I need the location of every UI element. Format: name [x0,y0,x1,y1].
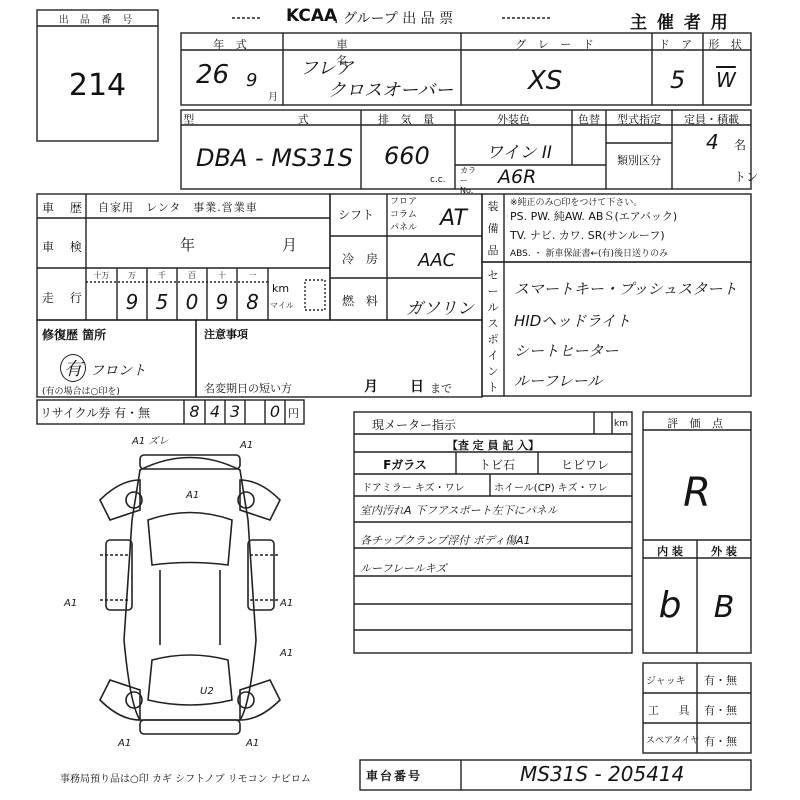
damage-mark: A1 [240,440,254,451]
type-value: DBA - MS31S [196,144,353,172]
recycle-label: リサイクル券 有・無 [40,406,151,420]
mirror-label: ドアミラー キズ・ワレ [362,483,465,494]
car-name-label: 車 名 [336,38,408,67]
caution-label: 注意事項 [204,328,248,341]
repair-note-value: フロント [90,363,146,379]
damage-mark: U2 [200,686,214,697]
recycle-digit: 8 [189,402,200,421]
organizer-label: 主 催 者 用 [630,13,730,33]
year-value: 26 [196,60,230,90]
car-name-line1: フレア [300,58,354,79]
damage-mark: A1 [280,598,294,609]
sales-point: ルーフレール [514,372,603,390]
repaint-label: 色替 [578,113,600,126]
ton-unit: トン [734,170,759,184]
category-label: 類別区分 [617,154,661,167]
form-title: . グループ 出 品 票 [334,11,454,27]
chassis-label: 車台番号 [366,769,423,783]
chassis-value: MS31S - 205414 [520,762,685,786]
jack-value: 有・無 [704,674,737,687]
wheel-label: ホイール(CP) キズ・ワレ [494,483,608,494]
door-label: ド ア [658,38,697,51]
inspector-note: 各チップクランプ浮付 ボディ傷A1 [360,534,531,547]
damage-mark: A1 [118,738,132,749]
capacity-unit: 名 [734,138,747,152]
type-label: 型 式 [183,113,359,126]
inspector-note: ルーフレールキズ [360,562,447,575]
equipment-line: ABS. ・ 新車保証書←(有)後日送りのみ [510,249,669,259]
history-label: 車 歴 [42,201,88,215]
year-label: 年 式 [213,38,251,51]
digit-label: 万 [128,271,136,280]
fuel-value: ガソリン [406,299,474,319]
mileage-label: 走 行 [42,291,88,305]
rename-until: まで [430,382,452,395]
color-label: 外装色 [497,113,530,126]
interior-grade: b [658,585,682,626]
ac-label: 冷 房 [342,252,382,266]
shift-value: AT [440,206,467,231]
color-number-value: A6R [498,166,537,188]
sales-point: HIDヘッドライト [514,312,631,330]
glass-option: ヒビワレ [560,458,609,472]
shift-label: シフト [338,208,375,222]
repair-value: 有 [60,354,86,382]
shift-option: パネル [390,223,418,233]
inspector-title: 【査 定 員 記 入】 [446,439,540,452]
grade-score-label: 評 価 点 [667,417,727,430]
digit-label: 十万 [93,271,110,280]
lot-number: 214 [68,68,127,103]
type-designation-label: 型式指定 [617,113,661,126]
equipment-label: 装 備 品 [487,200,499,257]
kcaa-logo: KCAA [286,6,338,26]
shape-value: $\overline{W}$ [716,68,736,92]
sales-point: シートヒーター [514,342,619,360]
damage-mark: A1 [280,648,294,659]
capacity-label: 定員・積載 [684,113,739,126]
month-value: 9 [246,70,258,91]
shift-option: コラム [390,210,417,220]
office-note: 事務局預り品は○印 カギ シフトノブ リモコン ナビロム [60,774,311,785]
tools-label: 工 具 [648,704,698,717]
color-value: ワイン II [486,143,552,163]
door-value: 5 [670,66,686,94]
fuel-label: 燃 料 [342,294,382,308]
mileage-digit: 0 [185,290,199,314]
damage-mark: A1 [186,490,200,501]
inspector-note: 室内汚れA 下フアスポート左下にパネル [360,504,558,517]
shape-label: 形 状 [708,38,746,51]
ac-value: AAC [418,250,456,271]
grade-label: グ レ ー ド [515,38,598,51]
spare-label: スペアタイヤ [646,736,700,746]
inspection-label: 車 検 [42,240,88,254]
rename-month: 月 [364,379,378,395]
tools-value: 有・無 [704,704,737,717]
rename-day: 日 [410,379,424,395]
month-unit: 月 [268,92,278,103]
damage-mark: A1 [64,598,78,609]
meter-unit: km [614,419,628,429]
equipment-line: PS. PW. 純AW. ABＳ(エアバック) [510,210,678,223]
recycle-digit: 3 [229,402,241,421]
mileage-digit: 8 [246,290,259,314]
meter-label: 現メーター指示 [372,418,457,432]
repair-note: (有の場合は○印を) [42,387,120,397]
recycle-digit: 0 [269,402,281,421]
history-options: 自家用 レンタ 事業.営業車 [98,201,258,214]
displacement-unit: c.c. [430,175,446,185]
inspection-value: 年 月 [180,236,334,254]
color-number-label: カラー No. [460,166,476,195]
grade-score: R [683,470,711,516]
capacity-value: 4 [706,130,719,154]
sales-label: セ ー ル ス ポ イ ン ト [487,269,499,394]
recycle-unit: 円 [288,407,299,420]
equipment-note: ※純正のみ○印をつけて下さい。 [510,198,643,208]
glass-option: トビ石 [478,458,515,472]
digit-label: 千 [158,271,166,280]
mileage-digit: 9 [125,290,139,314]
digit-label: 百 [188,271,196,280]
km-unit: km [272,282,290,295]
mileage-digit: 9 [215,290,229,314]
shift-option: フロア [390,197,418,207]
repair-label: 修復歴 箇所 [42,328,107,342]
exterior-grade: B [713,590,735,625]
jack-label: ジャッキ [646,676,686,687]
equipment-line: TV. ナビ. カワ. SR(サンルーフ) [510,229,665,242]
damage-mark: A1 [246,738,260,749]
interior-label: 内 装 [657,545,683,558]
digit-label: 一 [248,271,257,280]
sales-point: スマートキー・プッシュスタート [514,280,738,298]
digit-label: 十 [218,271,226,280]
lot-label: 出 品 番 号 [58,15,137,26]
recycle-digit: 4 [209,402,221,421]
spare-value: 有・無 [704,735,737,748]
rename-label: 名変期日の短い方 [204,382,292,395]
displacement-label: 排 気 量 [378,113,438,126]
car-name-line2: クロスオーバー [328,80,454,101]
mile-unit: マイル [270,301,294,310]
damage-mark: A1 ズレ [132,436,169,447]
exterior-label: 外 装 [711,545,737,558]
glass-label: Fガラス [383,458,427,472]
displacement-value: 660 [384,142,430,170]
mileage-digit: 5 [155,290,169,314]
grade-value: XS [528,66,563,96]
